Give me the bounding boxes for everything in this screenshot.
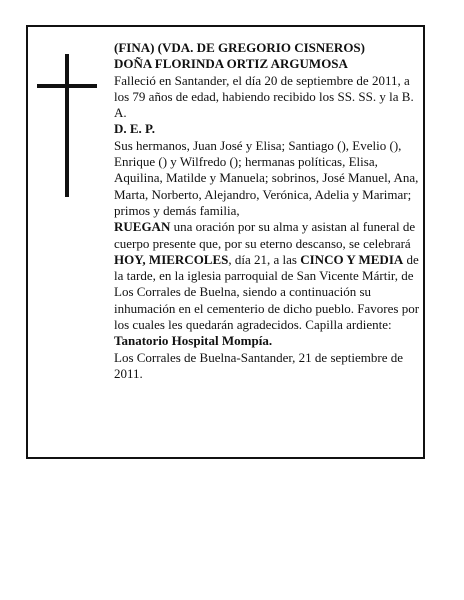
death-details: Falleció en Santander, el día 20 de septiembre de 2011, a los 79 años de edad, habiendo recibido los SS. SS. y la B. A. xyxy=(114,72,414,121)
funeral-day: HOY, MIERCOLES xyxy=(114,251,229,267)
rip-line: D. E. P. xyxy=(114,121,156,137)
funeral-text-c: de la tarde, en la iglesia parroquial de San Vicente Mártir, de Los Corrales de Buelna, siendo a continuación su inhumación en el cementerio de dicho pueblo. Favores por los cuales les quedarán agradecidos. Capilla ardiente: xyxy=(114,251,420,333)
funeral-text-b: , día 21, a las xyxy=(228,251,301,267)
deceased-alias-line: (FINA) (VDA. DE GREGORIO CISNEROS) xyxy=(114,40,365,55)
ruegan-word: RUEGAN xyxy=(114,219,171,235)
funeral-time: CINCO Y MEDIA xyxy=(300,251,404,267)
cross-horizontal-bar xyxy=(37,84,97,88)
family-list: Sus hermanos, Juan José y Elisa; Santiago (), Evelio (), Enrique () y Wilfredo (); hermanas políticas, Elisa, Aquilina, Matilde y Manuela; sobrinos, José Manuel, Ana, Marta, Norberto, Alejandro, Verónica, Adelia y Marimar; primos y demás familia, xyxy=(114,137,419,218)
funeral-paragraph xyxy=(114,219,424,349)
place-date-footer: Los Corrales de Buelna-Santander, 21 de septiembre de 2011. xyxy=(114,349,403,381)
funeral-text-a: una oración por su alma y asistan al funeral de cuerpo presente que, por su eterno descanso, se celebrará xyxy=(114,219,416,251)
obituary-text xyxy=(114,40,424,382)
cross-vertical-bar xyxy=(65,54,69,197)
chapel-name: Tanatorio Hospital Mompía. xyxy=(114,333,273,349)
cross-icon xyxy=(37,54,97,197)
deceased-name: DOÑA FLORINDA ORTIZ ARGUMOSA xyxy=(114,56,348,72)
